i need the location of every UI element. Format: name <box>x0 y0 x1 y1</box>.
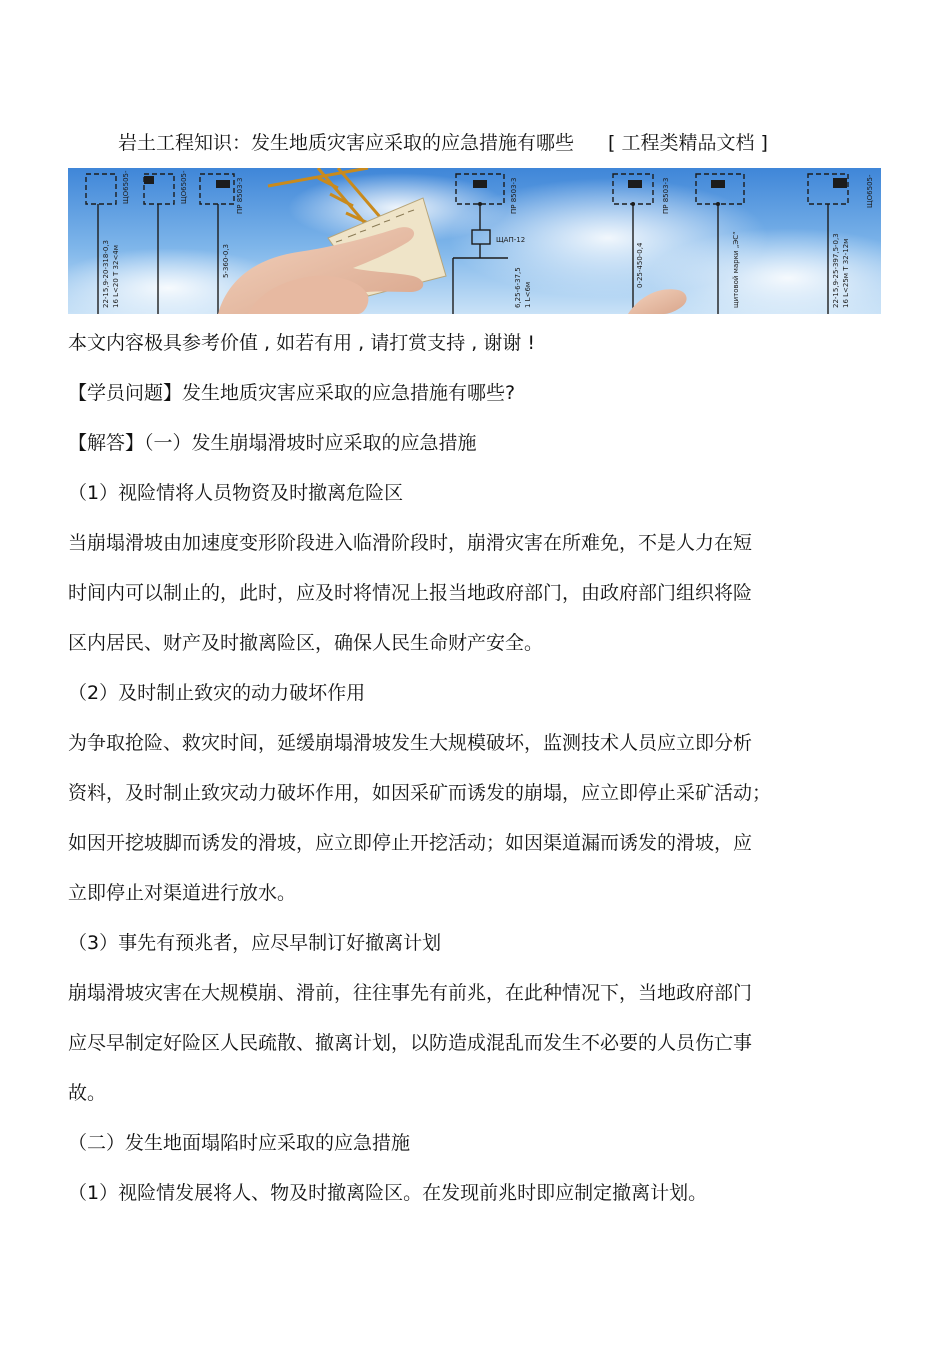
body-line: 如因开挖坡脚而诱发的滑坡，应立即停止开挖活动；如因渠道漏而诱发的滑坡，应 <box>68 832 753 854</box>
body-line: 立即停止对渠道进行放水。 <box>68 882 297 904</box>
intro-note: 本文内容极具参考价值 , 如若有用 , 请打赏支持 , 谢谢 ! <box>68 332 536 354</box>
banner-label: ПР 8503-3 <box>236 177 244 214</box>
banner-label: 0-25-450-0,4 <box>636 242 644 288</box>
banner-label: щитовой марки „ЭС“ <box>732 231 740 308</box>
banner-label: 5-360-0,3 <box>222 244 230 278</box>
banner-label: ЩО6505- <box>866 174 874 208</box>
banner-label: 6,25-6-37,5 <box>514 267 522 308</box>
body-line: 应尽早制定好险区人民疏散、撤离计划，以防造成混乱而发生不必要的人员伤亡事 <box>68 1032 753 1054</box>
body-line: 为争取抢险、救灾时间，延缓崩塌滑坡发生大规模破坏，监测技术人员应立即分析 <box>68 732 753 754</box>
answer-heading: 【解答】（一）发生崩塌滑坡时应采取的应急措施 <box>68 432 477 454</box>
title-tag: [ 工程类精品文档 ] <box>608 132 768 154</box>
body-line: 故。 <box>68 1082 107 1104</box>
banner-label: ЩАП-12 <box>496 236 526 244</box>
banner-label: ПР 8503-3 <box>662 177 670 214</box>
banner-label: 22-15,9-20-318-0,3 <box>102 240 110 308</box>
subheading: （3）事先有预兆者，应尽早制订好撤离计划 <box>68 932 442 954</box>
body-line: 时间内可以制止的，此时，应及时将情况上报当地政府部门，由政府部门组织将险 <box>68 582 753 604</box>
banner-label: ПР 8503-3 <box>510 177 518 214</box>
question-line: 【学员问题】发生地质灾害应采取的应急措施有哪些? <box>68 382 516 404</box>
banner-label: ЩО6505- <box>122 170 130 204</box>
body-line: 当崩塌滑坡由加速度变形阶段进入临滑阶段时，崩滑灾害在所难免，不是人力在短 <box>68 532 753 554</box>
banner-label: 16 L<25м T 32-12м <box>842 238 850 308</box>
banner-image <box>68 168 881 314</box>
banner-label: 22-15,9-25-397,5-0,3 <box>832 233 840 308</box>
body-line: 区内居民、财产及时撤离险区，确保人民生命财产安全。 <box>68 632 544 654</box>
title-text: 岩土工程知识：发生地质灾害应采取的应急措施有哪些 <box>118 132 575 154</box>
subheading: （1）视险情发展将人、物及时撤离险区。在发现前兆时即应制定撤离计划。 <box>68 1182 708 1204</box>
banner-label: 16 L<20 T 32<4м <box>112 244 120 308</box>
banner-label: 1 L<6м <box>524 281 532 308</box>
body-line: 崩塌滑坡灾害在大规模崩、滑前，往往事先有前兆，在此种情况下，当地政府部门 <box>68 982 753 1004</box>
subheading: （1）视险情将人员物资及时撤离危险区 <box>68 482 404 504</box>
body-line: 资料，及时制止致灾动力破坏作用，如因采矿而诱发的崩塌，应立即停止采矿活动； <box>68 782 772 804</box>
banner-label: ЩО6505- <box>180 170 188 204</box>
banner-illustration <box>68 168 881 314</box>
subheading: （2）及时制止致灾的动力破坏作用 <box>68 682 366 704</box>
document-title <box>118 128 878 155</box>
section-heading: （二）发生地面塌陷时应采取的应急措施 <box>68 1132 411 1154</box>
